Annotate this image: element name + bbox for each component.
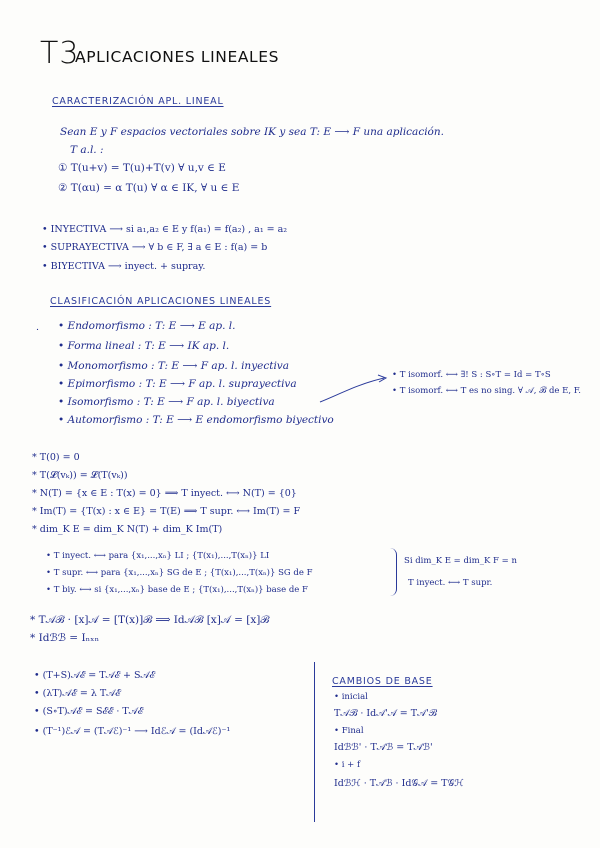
cob-final-label: • Final bbox=[334, 726, 364, 736]
property-kernel: * N(T) = {x ∈ E : T(x) = 0} ⟹ T inyect. ⟷ N(T) = {0} bbox=[32, 488, 297, 499]
arrow-icon bbox=[318, 372, 390, 406]
brace-note-equivalence: T inyect. ⟷ T supr. bbox=[408, 578, 493, 588]
equiv-suprayectiva: • T supr. ⟷ para {x₁,...,xₙ} SG de E ; {T(x₁),...,T(xₙ)} SG de F bbox=[46, 568, 313, 578]
equiv-inyectiva: • T inyect. ⟷ para {x₁,...,xₙ} LI ; {T(x₁),...,T(xₙ)} LI bbox=[46, 551, 270, 561]
condition-homogeneity: ② T(αu) = α T(u) ∀ α ∈ IK, ∀ u ∈ E bbox=[58, 182, 240, 194]
type-inyectiva: • INYECTIVA ⟶ si a₁,a₂ ∈ E y f(a₁) = f(a₂) , a₁ = a₂ bbox=[42, 224, 288, 235]
class-automorfismo: • Automorfismo : T: E ⟶ E endomorfismo biyectivo bbox=[58, 414, 334, 426]
isomorphism-note-nonsingular: • T isomorf. ⟷ T es no sing. ∀ 𝒜, ℬ de E, F. bbox=[392, 386, 581, 396]
equiv-biyectiva: • T biy. ⟷ si {x₁,...,xₙ} base de E ; {T(x₁),...,T(xₙ)} base de F bbox=[46, 585, 308, 595]
cob-final-formula: Idℬℬ' · T𝒜ℬ = T𝒜ℬ' bbox=[334, 742, 433, 753]
matrix-relation-coordinates: * T𝒜ℬ · [x]𝒜 = [T(x)]ℬ ⟹ Id𝒜ℬ [x]𝒜 = [x]ℬ bbox=[30, 614, 270, 626]
type-biyectiva: • BIYECTIVA ⟶ inyect. + supray. bbox=[42, 261, 206, 272]
property-image: * Im(T) = {T(x) : x ∈ E} = T(E) ⟹ T supr. ⟷ Im(T) = F bbox=[32, 506, 301, 517]
brace-divider bbox=[390, 548, 397, 596]
tal-label: T a.l. : bbox=[70, 144, 104, 156]
class-endomorfismo: • Endomorfismo : T: E ⟶ E ap. l. bbox=[58, 320, 236, 332]
property-span: * T(𝓛(vₖ)) = 𝓛(T(vₖ)) bbox=[32, 470, 128, 481]
isomorphism-note-inverse: • T isomorf. ⟷ ∃! S : S∘T = Id = T∘S bbox=[392, 370, 551, 380]
matrix-relation-identity: * Idℬℬ = Iₙₓₙ bbox=[30, 632, 100, 644]
section-heading-caracterizacion: CARACTERIZACIÓN APL. LINEAL bbox=[52, 96, 224, 107]
definition-intro: Sean E y F espacios vectoriales sobre IK y sea T: E ⟶ F una aplicación. bbox=[60, 126, 444, 138]
operation-sum: • (T+S)𝒜ℰ = T𝒜ℰ + S𝒜ℰ bbox=[34, 670, 155, 681]
property-dimension: * dim_K E = dim_K N(T) + dim_K Im(T) bbox=[32, 524, 223, 535]
operation-inverse: • (T⁻¹)ℰ𝒜 = (T𝒜ℰ)⁻¹ ⟶ Idℰ𝒜 = (Id𝒜ℰ)⁻¹ bbox=[34, 726, 231, 737]
cob-initial-formula: T𝒜ℬ · Id𝒜'𝒜 = T𝒜'ℬ bbox=[334, 708, 437, 719]
property-zero: * T(0) = 0 bbox=[32, 452, 80, 463]
cob-initial-label: • inicial bbox=[334, 692, 368, 702]
section-heading-clasificacion: CLASIFICACIÓN APLICACIONES LINEALES bbox=[50, 296, 272, 307]
class-monomorfismo: • Monomorfismo : T: E ⟶ F ap. l. inyectiva bbox=[58, 360, 289, 372]
section-heading-cambios-base: CAMBIOS DE BASE bbox=[332, 676, 433, 687]
operation-scalar: • (λT)𝒜ℰ = λ T𝒜ℰ bbox=[34, 688, 121, 699]
title-prefix: T3. bbox=[40, 36, 90, 71]
condition-additivity: ① T(u+v) = T(u)+T(v) ∀ u,v ∈ E bbox=[58, 162, 226, 174]
class-isomorfismo: • Isomorfismo : T: E ⟶ F ap. l. biyectiva bbox=[58, 396, 275, 408]
operation-composition: • (S∘T)𝒜ℰ = Sℰℰ · T𝒜ℰ bbox=[34, 706, 144, 717]
column-divider bbox=[314, 662, 315, 822]
classification-bullet: . bbox=[36, 322, 40, 333]
class-epimorfismo: • Epimorfismo : T: E ⟶ F ap. l. suprayectiva bbox=[58, 378, 297, 390]
class-forma-lineal: • Forma lineal : T: E ⟶ IK ap. l. bbox=[58, 340, 230, 352]
cob-both-formula: Idℬℋ · T𝒜ℬ · Id𝒢𝒜 = T𝒢ℋ bbox=[334, 778, 464, 789]
type-suprayectiva: • SUPRAYECTIVA ⟶ ∀ b ∈ F, ∃ a ∈ E : f(a) = b bbox=[42, 242, 268, 253]
page-title: APLICACIONES LINEALES bbox=[75, 48, 280, 66]
cob-both-label: • i + f bbox=[334, 760, 361, 770]
brace-note-dimension: Si dim_K E = dim_K F = n bbox=[404, 556, 517, 566]
